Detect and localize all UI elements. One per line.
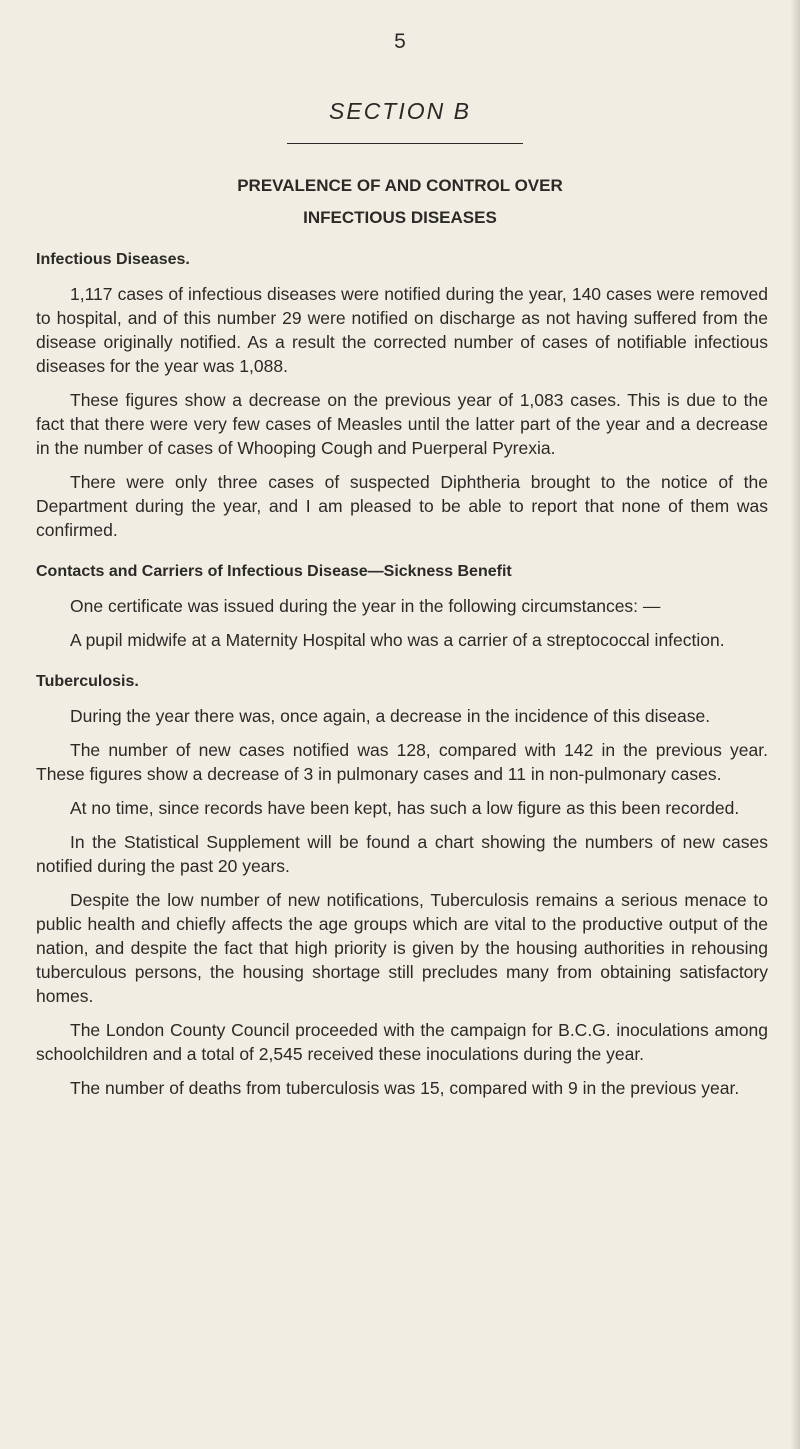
tuberculosis-paragraph-2: The number of new cases notified was 128, compared with 142 in the previous year. These figures show a decrease of 3 in pulmonary cases and 11 in non-pulmonary cases. <box>36 740 768 784</box>
main-heading-line-2: INFECTIOUS DISEASES <box>303 208 497 227</box>
tuberculosis-paragraph-4: In the Statistical Supplement will be found a chart showing the numbers of new cases notified during the past 20 years. <box>36 832 768 876</box>
page-number: 5 <box>394 30 406 53</box>
main-heading-line-1: PREVALENCE OF AND CONTROL OVER <box>237 176 563 195</box>
tuberculosis-paragraph-3: At no time, since records have been kept, has such a low figure as this been recorded. <box>70 798 740 818</box>
tuberculosis-paragraph-7: The number of deaths from tuberculosis was 15, compared with 9 in the previous year. <box>70 1078 740 1098</box>
section-title: SECTION B <box>329 98 471 124</box>
infectious-paragraph-1: 1,117 cases of infectious diseases were notified during the year, 140 cases were removed to hospital, and of this number 29 were notified on discharge as not having suffered from the disease originally notified. As a result the corrected number of cases of notifiable infectious diseases for the year was 1,088. <box>36 284 768 376</box>
contacts-paragraph-1: One certificate was issued during the year in the following circumstances: — <box>70 596 661 616</box>
tuberculosis-paragraph-5: Despite the low number of new notifications, Tuberculosis remains a serious menace to public health and chiefly affects the age groups which are vital to the productive output of the nation, and despite the fact that high priority is given by the housing authorities in rehousing tuberculous persons, the housing shortage still precludes many from obtaining satisfactory homes. <box>36 890 768 1006</box>
infectious-paragraph-3: There were only three cases of suspected Diphtheria brought to the notice of the Department during the year, and I am pleased to be able to report that none of them was confirmed. <box>36 472 768 540</box>
tuberculosis-paragraph-6: The London County Council proceeded with the campaign for B.C.G. inoculations among schoolchildren and a total of 2,545 received these inoculations during the year. <box>36 1020 768 1064</box>
contacts-carriers-heading: Contacts and Carriers of Infectious Disease—Sickness Benefit <box>36 563 512 580</box>
main-heading <box>0 170 800 234</box>
body-content <box>36 248 768 1100</box>
contacts-indented-case: A pupil midwife at a Maternity Hospital who was a carrier of a streptococcal infection. <box>70 630 725 650</box>
title-divider <box>287 143 523 144</box>
tuberculosis-heading: Tuberculosis. <box>36 673 139 690</box>
infectious-paragraph-2: These figures show a decrease on the previous year of 1,083 cases. This is due to the fact that there were very few cases of Measles until the latter part of the year and a decrease in the number of cases of Whooping Cough and Puerperal Pyrexia. <box>36 390 768 458</box>
infectious-diseases-heading: Infectious Diseases. <box>36 251 190 268</box>
tuberculosis-paragraph-1: During the year there was, once again, a decrease in the incidence of this disease. <box>70 706 711 726</box>
